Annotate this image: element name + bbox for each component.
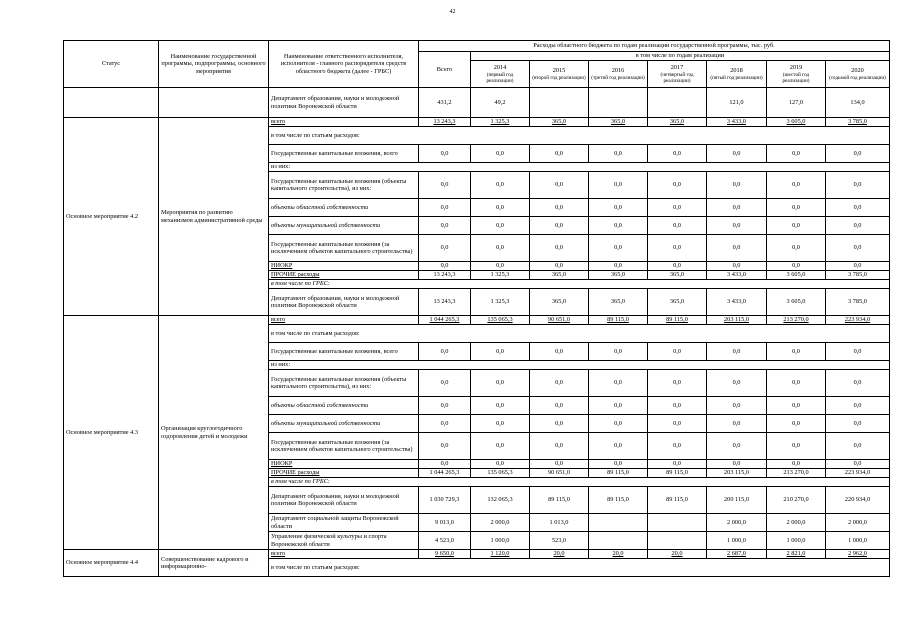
value-cell — [648, 532, 707, 550]
value-cell: 365,0 — [530, 271, 589, 280]
value-cell: 0,0 — [530, 217, 589, 235]
value-cell: 431,2 — [419, 88, 471, 118]
year-label: 2014 — [493, 64, 507, 72]
row-label: Департамент образования, науки и молодежной политики Воронежской области — [269, 289, 419, 316]
value-cell: 0,0 — [419, 172, 471, 199]
value-cell: 4 523,0 — [419, 532, 471, 550]
value-cell: 365,0 — [589, 289, 648, 316]
value-cell: 0,0 — [826, 397, 890, 415]
value-cell: 3 433,0 — [707, 118, 767, 127]
value-cell: 20,0 — [648, 550, 707, 559]
value-cell: 0,0 — [826, 172, 890, 199]
status-cell: Основное мероприятие 4.2 — [64, 118, 159, 316]
year-note: (третий год реализации) — [591, 74, 645, 81]
value-cell: 3 605,0 — [767, 289, 826, 316]
value-cell: 0,0 — [826, 460, 890, 469]
row-label: объекты муниципальной собственности — [269, 217, 419, 235]
value-cell: 0,0 — [767, 172, 826, 199]
row-label: Государственные капитальные вложения, всего — [269, 343, 419, 361]
value-cell: 365,0 — [648, 271, 707, 280]
header-year-2017 — [648, 61, 707, 88]
value-cell: 0,0 — [648, 343, 707, 361]
value-cell: 121,0 — [707, 88, 767, 118]
value-cell: 0,0 — [419, 262, 471, 271]
value-cell: 0,0 — [767, 433, 826, 460]
value-cell — [589, 514, 648, 532]
row-label: в том числе по ГРБС: — [269, 280, 890, 289]
value-cell: 0,0 — [419, 343, 471, 361]
year-label: 2015 — [552, 67, 566, 75]
value-cell: 0,0 — [707, 397, 767, 415]
value-cell: 0,0 — [530, 460, 589, 469]
value-cell: 365,0 — [530, 118, 589, 127]
header-program-name: Наименование государственной программы, подпрограммы, основного мероприятия — [159, 41, 269, 88]
value-cell: 132 065,3 — [471, 487, 530, 514]
value-cell: 0,0 — [471, 199, 530, 217]
value-cell: 0,0 — [767, 415, 826, 433]
value-cell: 0,0 — [707, 199, 767, 217]
status-cell — [64, 88, 159, 118]
value-cell: 365,0 — [648, 118, 707, 127]
value-cell: 0,0 — [471, 433, 530, 460]
value-cell: 0,0 — [826, 343, 890, 361]
value-cell: 0,0 — [707, 262, 767, 271]
value-cell: 223 934,0 — [826, 316, 890, 325]
value-cell: 0,0 — [826, 235, 890, 262]
value-cell: 2 962,0 — [826, 550, 890, 559]
value-cell: 1 120,0 — [471, 550, 530, 559]
value-cell: 0,0 — [767, 460, 826, 469]
value-cell: 0,0 — [707, 145, 767, 163]
value-cell: 135 065,3 — [471, 469, 530, 478]
value-cell: 13 243,3 — [419, 289, 471, 316]
header-year-2014 — [471, 61, 530, 88]
header-year-2020 — [826, 61, 890, 88]
row-label: Государственные капитальные вложения (объекты капитального строительства), из них: — [269, 172, 419, 199]
value-cell: 20,0 — [530, 550, 589, 559]
value-cell: 1 000,0 — [826, 532, 890, 550]
value-cell: 0,0 — [648, 397, 707, 415]
value-cell: 13 243,3 — [419, 271, 471, 280]
value-cell: 0,0 — [471, 217, 530, 235]
year-label: 2020 — [851, 67, 864, 75]
value-cell: 0,0 — [419, 397, 471, 415]
value-cell: 3 785,0 — [826, 118, 890, 127]
value-cell: 0,0 — [589, 262, 648, 271]
row-label: Управление физической культуры и спорта Воронежской области — [269, 532, 419, 550]
header-year-2019 — [767, 61, 826, 88]
value-cell: 1 325,3 — [471, 271, 530, 280]
value-cell: 0,0 — [471, 145, 530, 163]
value-cell: 0,0 — [589, 370, 648, 397]
program-cell: Организация круглогодичного оздоровления детей и молодежи — [159, 316, 269, 550]
value-cell — [648, 88, 707, 118]
value-cell: 0,0 — [648, 433, 707, 460]
row-label: всего — [269, 316, 419, 325]
value-cell: 89 115,0 — [589, 487, 648, 514]
value-cell: 0,0 — [648, 235, 707, 262]
value-cell: 49,2 — [471, 88, 530, 118]
year-label: 2017 — [670, 64, 684, 72]
value-cell: 0,0 — [648, 415, 707, 433]
value-cell: 0,0 — [767, 199, 826, 217]
value-cell: 0,0 — [589, 433, 648, 460]
value-cell: 0,0 — [530, 433, 589, 460]
value-cell: 213 270,0 — [767, 316, 826, 325]
value-cell: 0,0 — [419, 199, 471, 217]
value-cell: 89 115,0 — [530, 487, 589, 514]
value-cell: 89 115,0 — [648, 316, 707, 325]
value-cell: 0,0 — [471, 262, 530, 271]
year-note: (четвертый год реализации) — [660, 71, 694, 84]
year-label: 2019 — [789, 64, 803, 72]
table-row — [64, 88, 890, 118]
value-cell: 1 000,0 — [471, 532, 530, 550]
value-cell: 0,0 — [648, 217, 707, 235]
header-status: Статус — [64, 41, 159, 88]
value-cell: 0,0 — [471, 370, 530, 397]
row-label: Государственные капитальные вложения (объекты капитального строительства), из них: — [269, 370, 419, 397]
value-cell: 1 044 265,3 — [419, 469, 471, 478]
value-cell: 0,0 — [530, 370, 589, 397]
year-note: (пятый год реализации) — [710, 74, 763, 81]
value-cell: 0,0 — [471, 172, 530, 199]
value-cell: 3 605,0 — [767, 118, 826, 127]
row-label: из них: — [269, 163, 890, 172]
value-cell: 0,0 — [530, 397, 589, 415]
row-label: Департамент образования, науки и молодежной политики Воронежской области — [269, 487, 419, 514]
value-cell: 0,0 — [589, 172, 648, 199]
value-cell: 3 785,0 — [826, 271, 890, 280]
value-cell: 0,0 — [707, 433, 767, 460]
value-cell: 0,0 — [648, 262, 707, 271]
value-cell: 3 433,0 — [707, 271, 767, 280]
value-cell: 0,0 — [530, 343, 589, 361]
value-cell: 2 821,0 — [767, 550, 826, 559]
year-note: (первый год реализации) — [486, 71, 514, 84]
value-cell: 1 013,0 — [530, 514, 589, 532]
value-cell: 0,0 — [471, 397, 530, 415]
value-cell: 0,0 — [419, 235, 471, 262]
value-cell: 9 013,0 — [419, 514, 471, 532]
value-cell: 203 115,0 — [707, 469, 767, 478]
table-row — [64, 118, 890, 127]
table-row — [64, 550, 890, 559]
value-cell: 0,0 — [826, 415, 890, 433]
row-label: в том числе по статьям расходов: — [269, 559, 890, 577]
value-cell: 89 115,0 — [589, 469, 648, 478]
value-cell: 89 115,0 — [648, 487, 707, 514]
value-cell: 0,0 — [530, 145, 589, 163]
header-year-2018 — [707, 61, 767, 88]
value-cell: 0,0 — [826, 145, 890, 163]
value-cell: 0,0 — [419, 370, 471, 397]
value-cell: 3 605,0 — [767, 271, 826, 280]
value-cell: 0,0 — [530, 172, 589, 199]
value-cell: 220 934,0 — [826, 487, 890, 514]
budget-table — [63, 40, 890, 577]
value-cell — [589, 88, 648, 118]
row-label: НИОКР — [269, 460, 419, 469]
value-cell: 0,0 — [419, 460, 471, 469]
row-label: Государственные капитальные вложения (за исключением объектов капитального строительства) — [269, 433, 419, 460]
value-cell: 90 651,0 — [530, 469, 589, 478]
value-cell: 0,0 — [826, 199, 890, 217]
year-note: (второй год реализации) — [532, 74, 586, 81]
value-cell: 0,0 — [707, 415, 767, 433]
value-cell: 0,0 — [530, 235, 589, 262]
value-cell: 3 785,0 — [826, 289, 890, 316]
value-cell: 0,0 — [589, 217, 648, 235]
row-label: Государственные капитальные вложения (за исключением объектов капитального строительства) — [269, 235, 419, 262]
value-cell: 0,0 — [648, 172, 707, 199]
header-year-2015 — [530, 61, 589, 88]
value-cell: 0,0 — [826, 262, 890, 271]
program-cell: Совершенствование кадрового и информационно- — [159, 550, 269, 577]
value-cell: 0,0 — [767, 343, 826, 361]
value-cell: 365,0 — [589, 118, 648, 127]
value-cell: 1 044 265,3 — [419, 316, 471, 325]
value-cell: 2 000,0 — [767, 514, 826, 532]
value-cell: 89 115,0 — [648, 469, 707, 478]
row-label: Государственные капитальные вложения, всего — [269, 145, 419, 163]
value-cell: 90 651,0 — [530, 316, 589, 325]
header-expenses: Расходы областного бюджета по годам реализации государственной программы, тыс. руб. — [419, 41, 890, 52]
header-by-year: в том числе по годам реализации — [471, 52, 890, 61]
value-cell: 0,0 — [471, 343, 530, 361]
value-cell: 1 000,0 — [767, 532, 826, 550]
header-total: Всего — [419, 52, 471, 88]
value-cell: 0,0 — [648, 460, 707, 469]
value-cell: 1 325,3 — [471, 118, 530, 127]
value-cell: 203 115,0 — [707, 316, 767, 325]
value-cell: 2 000,0 — [826, 514, 890, 532]
value-cell: 127,0 — [767, 88, 826, 118]
value-cell: 210 270,0 — [767, 487, 826, 514]
value-cell: 0,0 — [707, 343, 767, 361]
row-label: в том числе по статьям расходов: — [269, 325, 890, 343]
value-cell: 365,0 — [589, 271, 648, 280]
value-cell: 0,0 — [530, 199, 589, 217]
row-label: в том числе по статьям расходов: — [269, 127, 890, 145]
value-cell: 0,0 — [707, 217, 767, 235]
year-note: (шестой год реализации) — [782, 71, 810, 84]
value-cell — [589, 532, 648, 550]
value-cell: 200 115,0 — [707, 487, 767, 514]
value-cell: 0,0 — [767, 397, 826, 415]
value-cell: 0,0 — [826, 370, 890, 397]
value-cell: 0,0 — [419, 217, 471, 235]
value-cell: 0,0 — [471, 415, 530, 433]
value-cell: 0,0 — [767, 262, 826, 271]
year-label: 2018 — [730, 67, 743, 75]
value-cell: 0,0 — [707, 370, 767, 397]
value-cell: 9 650,0 — [419, 550, 471, 559]
value-cell: 0,0 — [826, 217, 890, 235]
value-cell: 3 433,0 — [707, 289, 767, 316]
row-label: НИОКР — [269, 262, 419, 271]
row-label: ПРОЧИЕ расходы — [269, 469, 419, 478]
row-label: Департамент социальной защиты Воронежской области — [269, 514, 419, 532]
row-label: ПРОЧИЕ расходы — [269, 271, 419, 280]
header-executor: Наименование ответственного исполнителя, исполнителя - главного распорядителя средств областного бюджета (далее - ГРБС) — [269, 41, 419, 88]
value-cell: 523,0 — [530, 532, 589, 550]
value-cell: 0,0 — [826, 433, 890, 460]
value-cell: 0,0 — [707, 235, 767, 262]
value-cell: 0,0 — [589, 343, 648, 361]
value-cell: 0,0 — [589, 235, 648, 262]
value-cell: 0,0 — [589, 145, 648, 163]
year-note: (седьмой год реализации) — [829, 74, 886, 81]
value-cell — [530, 88, 589, 118]
value-cell: 0,0 — [767, 217, 826, 235]
value-cell: 2 000,0 — [707, 514, 767, 532]
value-cell: 20,0 — [589, 550, 648, 559]
row-label: всего — [269, 550, 419, 559]
value-cell: 1 030 729,3 — [419, 487, 471, 514]
value-cell: 1 000,0 — [707, 532, 767, 550]
value-cell: 135 065,3 — [471, 316, 530, 325]
row-label: всего — [269, 118, 419, 127]
value-cell: 365,0 — [648, 289, 707, 316]
value-cell: 0,0 — [589, 199, 648, 217]
row-label: объекты областной собственности — [269, 397, 419, 415]
value-cell: 0,0 — [589, 415, 648, 433]
value-cell: 223 934,0 — [826, 469, 890, 478]
value-cell: 0,0 — [648, 145, 707, 163]
year-label: 2016 — [611, 67, 625, 75]
value-cell: 0,0 — [707, 460, 767, 469]
value-cell: 0,0 — [471, 235, 530, 262]
value-cell: 0,0 — [419, 145, 471, 163]
header-year-2016 — [589, 61, 648, 88]
value-cell: 1 325,3 — [471, 289, 530, 316]
value-cell: 0,0 — [648, 199, 707, 217]
value-cell: 89 115,0 — [589, 316, 648, 325]
value-cell: 0,0 — [767, 370, 826, 397]
value-cell: 0,0 — [648, 370, 707, 397]
value-cell: 0,0 — [419, 415, 471, 433]
value-cell: 2 687,0 — [707, 550, 767, 559]
program-cell: Мероприятия по развитию механизмов административной среды — [159, 118, 269, 316]
row-label: Департамент образования, науки и молодежной политики Воронежской области — [269, 88, 419, 118]
row-label: в том числе по ГРБС: — [269, 478, 890, 487]
value-cell: 2 000,0 — [471, 514, 530, 532]
status-cell: Основное мероприятие 4.4 — [64, 550, 159, 577]
value-cell: 0,0 — [767, 235, 826, 262]
status-cell: Основное мероприятие 4.3 — [64, 316, 159, 550]
table-row — [64, 316, 890, 325]
page-number: 42 — [449, 9, 456, 15]
row-label: объекты муниципальной собственности — [269, 415, 419, 433]
row-label: объекты областной собственности — [269, 199, 419, 217]
value-cell: 0,0 — [767, 145, 826, 163]
value-cell: 134,0 — [826, 88, 890, 118]
value-cell: 0,0 — [707, 172, 767, 199]
value-cell: 0,0 — [530, 262, 589, 271]
value-cell: 13 243,3 — [419, 118, 471, 127]
value-cell: 365,0 — [530, 289, 589, 316]
value-cell: 0,0 — [471, 460, 530, 469]
program-cell — [159, 88, 269, 118]
value-cell: 0,0 — [589, 460, 648, 469]
value-cell: 0,0 — [589, 397, 648, 415]
value-cell: 213 270,0 — [767, 469, 826, 478]
value-cell: 0,0 — [419, 433, 471, 460]
value-cell: 0,0 — [530, 415, 589, 433]
value-cell — [648, 514, 707, 532]
row-label: из них: — [269, 361, 890, 370]
